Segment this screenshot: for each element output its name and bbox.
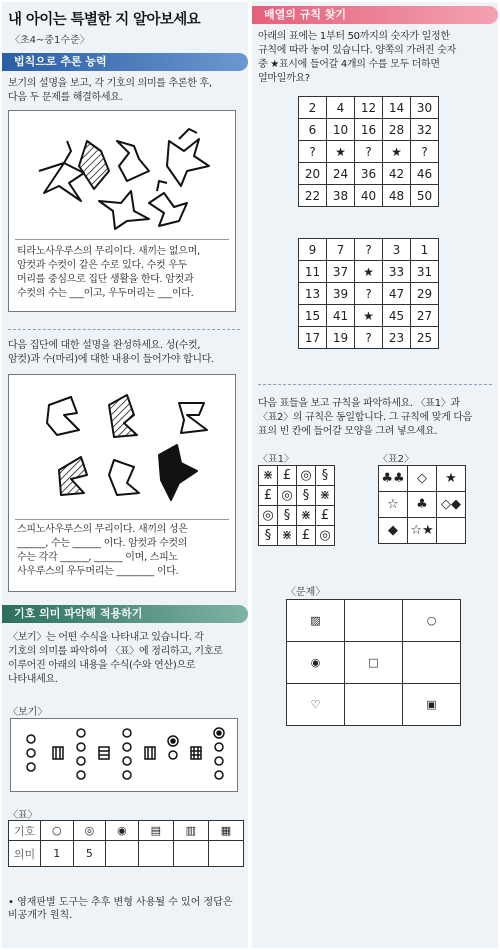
page-title: 내 아이는 특별한 지 알아보세요 — [8, 12, 201, 28]
number-cell: ? — [355, 141, 383, 163]
number-cell: ★ — [327, 141, 355, 163]
symbol-cell: ◎ — [297, 466, 316, 486]
number-cell: 10 — [327, 119, 355, 141]
number-cell: 36 — [355, 163, 383, 185]
number-cell: 15 — [299, 305, 327, 327]
table-row — [259, 506, 335, 526]
table-row — [287, 684, 461, 726]
number-cell: 50 — [411, 185, 439, 207]
number-cell: ? — [355, 283, 383, 305]
pyo-cell: 5 — [73, 841, 106, 867]
number-cell: ★ — [355, 305, 383, 327]
table-row — [299, 97, 439, 119]
number-cell: 14 — [383, 97, 411, 119]
number-cell: 28 — [383, 119, 411, 141]
section-bar-symbols: 기호 의미 파악해 적용하기 — [2, 605, 248, 623]
figure-5 — [99, 191, 149, 229]
table1-label: 〈표1〉 — [258, 454, 295, 465]
pyo-cell: ◉ — [106, 821, 139, 841]
symbol-cell: ◎ — [278, 486, 297, 506]
number-cell: 27 — [411, 305, 439, 327]
symbol-cell: £ — [278, 466, 297, 486]
table-row — [9, 821, 244, 841]
pyo-cell: ▤ — [138, 821, 173, 841]
symbol-cell: ⋇ — [297, 506, 316, 526]
figure-1 — [39, 141, 84, 201]
number-cell: 6 — [299, 119, 327, 141]
pyo-cell: ○ — [41, 821, 74, 841]
problem-cell: ▣ — [403, 684, 461, 726]
number-cell: ? — [299, 141, 327, 163]
box-divider-2 — [15, 519, 229, 520]
pyo-cell — [173, 841, 208, 867]
pyo-cell — [106, 841, 139, 867]
number-cell: ★ — [383, 141, 411, 163]
spino-figure-3 — [179, 403, 207, 433]
number-cell: 29 — [411, 283, 439, 305]
bogi-symbols — [11, 719, 237, 791]
table-row — [259, 486, 335, 506]
bogi-bars-1 — [53, 747, 63, 759]
symbol-cell: § — [259, 526, 278, 546]
symbol-cell: ♣ — [408, 492, 437, 518]
number-cell: 17 — [299, 327, 327, 349]
symbol-table-1 — [258, 465, 335, 546]
tyrannosaurus-description: 티라노사우루스의 무리이다. 새끼는 없으며, 암컷과 수컷이 같은 수로 있다. 수컷 우두 머리를 중심으로 집단 생활을 한다. 암컷과 수컷의 수는 ___이고, 우두머리는 ___이다. — [17, 246, 200, 299]
problem-cell: ◉ — [287, 642, 345, 684]
tyrannosaurus-figures — [9, 111, 235, 235]
table-row — [299, 185, 439, 207]
section-bar-arrangement: 배열의 규칙 찾기 — [252, 6, 498, 24]
symbol-cell: ☆★ — [408, 518, 437, 544]
pyo-label: 〈표〉 — [8, 810, 38, 821]
table-row — [299, 163, 439, 185]
spino-figure-5 — [109, 460, 139, 495]
symbol-cell: ⋇ — [278, 526, 297, 546]
right-column — [252, 2, 498, 948]
dashed-divider-right — [258, 384, 492, 385]
table-row — [259, 526, 335, 546]
bogi-label: 〈보기〉 — [8, 707, 48, 718]
symbol-cell: ☆ — [379, 492, 408, 518]
spinosaurus-description: 스피노사우루스의 무리이다. 새끼의 성은 ______, 수는 ______ 이다. 암컷과 수컷의 수는 각각 ______, ______ 이며, 스피노 사우루스의 우두머리는 ________ 이다. — [17, 524, 188, 577]
spinosaurus-box — [8, 374, 236, 592]
table-row — [299, 119, 439, 141]
number-cell: ? — [355, 239, 383, 261]
figure-4 — [167, 139, 209, 186]
pyo-head-meaning: 의미 — [9, 841, 41, 867]
number-cell: 20 — [299, 163, 327, 185]
symbol-cell: £ — [297, 526, 316, 546]
symbol-cell: ◎ — [259, 506, 278, 526]
section1-intro: 보기의 설명을 보고, 각 기호의 의미를 추론한 후, 다음 두 문제를 해결하세요. — [8, 78, 212, 103]
number-table-2 — [298, 238, 439, 349]
dashed-divider — [8, 329, 240, 330]
symbol-cell: £ — [316, 506, 335, 526]
spinosaurus-figures — [9, 375, 235, 515]
tyrannosaurus-box — [8, 110, 236, 312]
pyo-cell — [138, 841, 173, 867]
number-cell: 45 — [383, 305, 411, 327]
problem-cell — [403, 642, 461, 684]
symbol-cell: ⋇ — [316, 486, 335, 506]
box-divider — [15, 239, 229, 240]
spino-figure-1 — [47, 397, 79, 435]
number-cell: 9 — [299, 239, 327, 261]
table-row — [287, 642, 461, 684]
number-cell: 38 — [327, 185, 355, 207]
symbol-cell: § — [278, 506, 297, 526]
number-cell: 22 — [299, 185, 327, 207]
table-row — [379, 492, 466, 518]
figure-2 — [79, 141, 109, 189]
symbol-cell: ◆ — [379, 518, 408, 544]
number-cell: 16 — [355, 119, 383, 141]
number-cell: ? — [355, 327, 383, 349]
symbol-cell: ◇◆ — [437, 492, 466, 518]
symbol-cell: ★ — [437, 466, 466, 492]
number-cell: 2 — [299, 97, 327, 119]
figure-3 — [117, 141, 149, 181]
page-subtitle: 〈초4~중1수준〉 — [10, 35, 90, 46]
number-cell: ★ — [355, 261, 383, 283]
symbol-cell — [437, 518, 466, 544]
number-cell: 13 — [299, 283, 327, 305]
number-cell: 30 — [411, 97, 439, 119]
pyo-cell — [208, 841, 243, 867]
table-row — [299, 261, 439, 283]
table-row — [259, 466, 335, 486]
number-cell: 11 — [299, 261, 327, 283]
symbol-cell: § — [316, 466, 335, 486]
number-cell: 12 — [355, 97, 383, 119]
table-row — [299, 327, 439, 349]
figure-6 — [149, 193, 187, 226]
number-cell: 3 — [383, 239, 411, 261]
figure-4-mark — [179, 129, 197, 139]
problem-cell: ▨ — [287, 600, 345, 642]
symbol-cell: § — [297, 486, 316, 506]
table2-label: 〈표2〉 — [378, 454, 415, 465]
pyo-cell: ▥ — [173, 821, 208, 841]
pyo-cell: ▦ — [208, 821, 243, 841]
problem-cell: □ — [345, 642, 403, 684]
number-cell: 1 — [411, 239, 439, 261]
problem-label: 〈문제〉 — [286, 587, 326, 598]
number-cell: 39 — [327, 283, 355, 305]
problem-cell: ♡ — [287, 684, 345, 726]
number-cell: 25 — [411, 327, 439, 349]
problem-cell: ○ — [403, 600, 461, 642]
symbol-table-2 — [378, 465, 466, 544]
section2-intro: 〈보기〉는 어떤 수식을 나타내고 있습니다. 각 기호의 의미를 파악하여 〈표〉에 정리하고, 기호로 이루어진 아래의 내용을 수식(수와 연산)으로 나타내세요. — [8, 632, 223, 685]
number-cell: 33 — [383, 261, 411, 283]
number-cell: 37 — [327, 261, 355, 283]
spino-figure-6 — [159, 445, 197, 500]
left-column — [2, 2, 248, 948]
number-cell: 7 — [327, 239, 355, 261]
table-row — [299, 283, 439, 305]
footnote: • 영재판별 도구는 추후 변형 사용될 수 있어 정답은 비공개가 원칙. — [8, 897, 233, 921]
section4-intro: 다음 표들을 보고 규칙을 파악하세요. 〈표1〉과 〈표2〉의 규칙은 동일합니다. 그 규칙에 맞게 다음 표의 빈 칸에 들어갈 모양을 그려 넣으세요. — [258, 398, 473, 437]
table-row — [379, 518, 466, 544]
question-2: 다음 집단에 대한 설명을 완성하세요. 성(수컷, 암컷)과 수(마리)에 대한 내용이 들어가야 합니다. — [8, 340, 214, 365]
table-row — [299, 305, 439, 327]
problem-cell — [345, 684, 403, 726]
number-cell: 19 — [327, 327, 355, 349]
section-bar-reasoning: 법칙으로 추론 능력 — [2, 53, 248, 71]
symbol-meaning-table — [8, 820, 244, 867]
number-cell: 46 — [411, 163, 439, 185]
number-cell: 24 — [327, 163, 355, 185]
bogi-box — [10, 718, 238, 792]
symbol-cell: ◎ — [316, 526, 335, 546]
number-cell: ? — [411, 141, 439, 163]
number-cell: 41 — [327, 305, 355, 327]
symbol-cell: ♣♣ — [379, 466, 408, 492]
number-cell: 47 — [383, 283, 411, 305]
table-row — [299, 239, 439, 261]
table-row — [299, 141, 439, 163]
number-cell: 32 — [411, 119, 439, 141]
problem-cell — [345, 600, 403, 642]
table-row — [287, 600, 461, 642]
symbol-cell: ◇ — [408, 466, 437, 492]
table-row — [9, 841, 244, 867]
number-cell: 42 — [383, 163, 411, 185]
figure-6-mark — [157, 181, 167, 191]
number-cell: 31 — [411, 261, 439, 283]
number-cell: 4 — [327, 97, 355, 119]
table-row — [379, 466, 466, 492]
pyo-cell: ◎ — [73, 821, 106, 841]
spino-figure-4 — [59, 457, 87, 495]
spino-figure-2 — [109, 395, 137, 437]
pyo-head-symbol: 기호 — [9, 821, 41, 841]
problem-table — [286, 599, 461, 726]
symbol-cell: ⋇ — [259, 466, 278, 486]
number-cell: 48 — [383, 185, 411, 207]
number-cell: 23 — [383, 327, 411, 349]
symbol-cell: £ — [259, 486, 278, 506]
number-cell: 40 — [355, 185, 383, 207]
section3-intro: 아래의 표에는 1부터 50까지의 숫자가 일정한 규칙에 따라 놓여 있습니다. 양쪽의 가려진 숫자 중 ★표시에 들어갈 4개의 수를 모두 더하면 얼마일까요? — [258, 31, 456, 84]
number-table-1 — [298, 96, 439, 207]
pyo-cell: 1 — [41, 841, 74, 867]
